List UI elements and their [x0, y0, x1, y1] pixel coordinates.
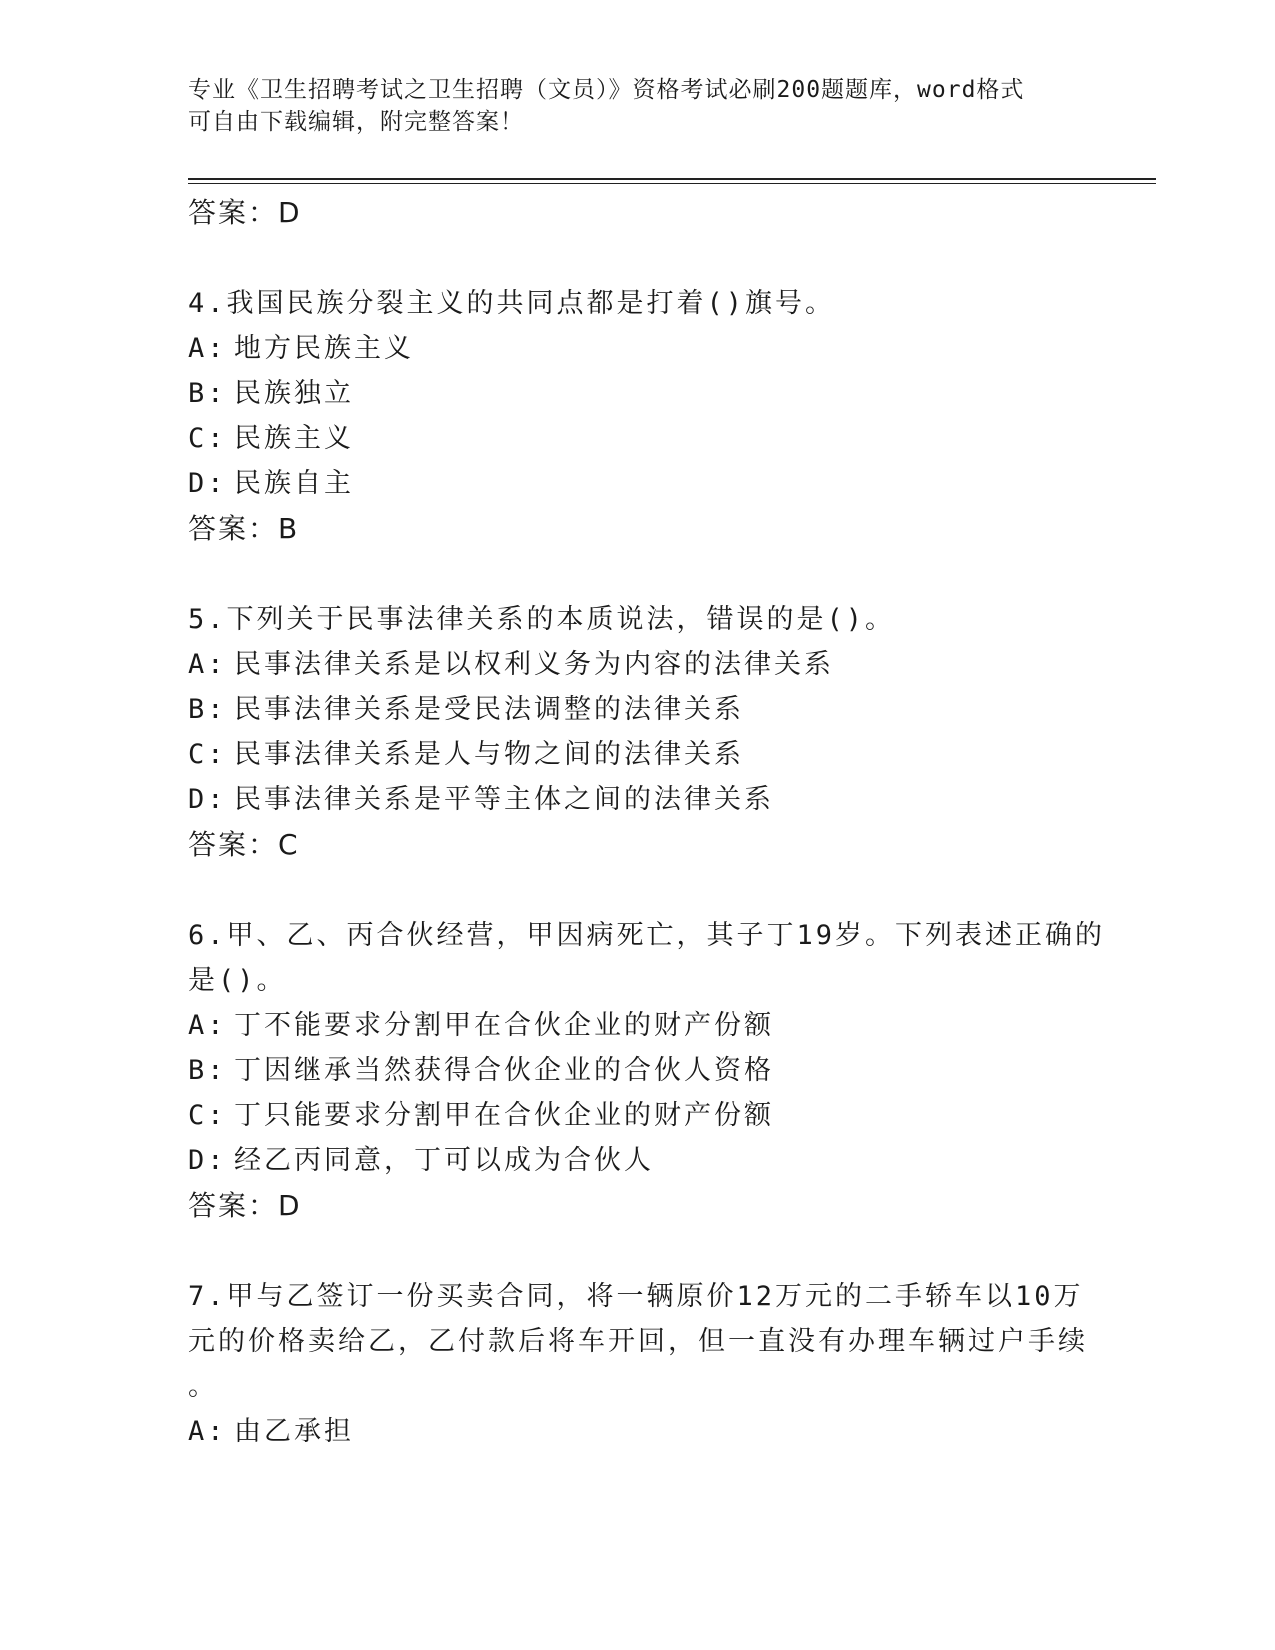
- option-text: 民族自主: [234, 468, 354, 499]
- option-letter: D:: [188, 468, 227, 499]
- question-item: [188, 913, 1106, 1229]
- option-letter: B:: [188, 694, 227, 725]
- option-letter: D:: [188, 784, 227, 815]
- header-divider-thin: [188, 183, 1156, 184]
- option-a: [188, 1409, 1088, 1454]
- option-c: [188, 1093, 1088, 1138]
- option-a: [188, 1003, 1088, 1048]
- option-text: 民事法律关系是平等主体之间的法律关系: [234, 784, 774, 815]
- option-text: 民族主义: [234, 423, 354, 454]
- spacer: [188, 1229, 1088, 1274]
- question-text: 是()。: [188, 965, 287, 996]
- option-c: [188, 416, 1088, 461]
- option-d: [188, 777, 1088, 822]
- question-list: [188, 190, 1106, 1454]
- option-text: 民事法律关系是受民法调整的法律关系: [234, 694, 744, 725]
- option-letter: A:: [188, 1416, 227, 1447]
- question-text: 4.我国民族分裂主义的共同点都是打着()旗号。: [188, 288, 836, 319]
- option-text: 由乙承担: [234, 1416, 354, 1447]
- option-b: [188, 687, 1088, 732]
- option-letter: C:: [188, 1100, 227, 1131]
- header-divider: [188, 178, 1156, 180]
- option-text: 民事法律关系是人与物之间的法律关系: [234, 739, 744, 770]
- question-text: 5.下列关于民事法律关系的本质说法，错误的是()。: [188, 604, 896, 635]
- question-item: [188, 597, 1088, 868]
- option-b: [188, 371, 1088, 416]
- option-a: [188, 326, 1088, 371]
- option-letter: A:: [188, 649, 227, 680]
- question-text: 。: [188, 1371, 218, 1402]
- option-letter: A:: [188, 333, 227, 364]
- option-text: 经乙丙同意，丁可以成为合伙人: [234, 1145, 654, 1176]
- question-text: 元的价格卖给乙，乙付款后将车开回，但一直没有办理车辆过户手续: [188, 1326, 1088, 1357]
- option-a: [188, 642, 1088, 687]
- question-item: [188, 281, 1088, 552]
- option-d: [188, 1138, 1088, 1183]
- question-text: 7.甲与乙签订一份买卖合同，将一辆原价12万元的二手轿车以10万: [188, 1281, 1084, 1312]
- question-item: [188, 1274, 1088, 1454]
- header-line-1: 专业《卫生招聘考试之卫生招聘（文员）》资格考试必刷200题题库，word格式: [188, 77, 1025, 103]
- option-text: 丁不能要求分割甲在合伙企业的财产份额: [234, 1010, 774, 1041]
- option-letter: D:: [188, 1145, 227, 1176]
- option-letter: C:: [188, 423, 227, 454]
- answer-line: 答案：B: [188, 512, 300, 545]
- option-c: [188, 732, 1088, 777]
- option-text: 丁只能要求分割甲在合伙企业的财产份额: [234, 1100, 774, 1131]
- answer-line: 答案：C: [188, 828, 300, 861]
- spacer: [188, 868, 1088, 913]
- option-letter: C:: [188, 739, 227, 770]
- option-d: [188, 461, 1088, 506]
- option-text: 地方民族主义: [234, 333, 414, 364]
- option-letter: A:: [188, 1010, 227, 1041]
- spacer: [188, 236, 1088, 281]
- option-text: 丁因继承当然获得合伙企业的合伙人资格: [234, 1055, 774, 1086]
- option-letter: B:: [188, 1055, 227, 1086]
- document-header: [188, 74, 1088, 138]
- spacer: [188, 552, 1088, 597]
- header-line-2: 可自由下载编辑，附完整答案！: [188, 109, 524, 135]
- option-text: 民事法律关系是以权利义务为内容的法律关系: [234, 649, 834, 680]
- option-text: 民族独立: [234, 378, 354, 409]
- option-letter: B:: [188, 378, 227, 409]
- option-b: [188, 1048, 1088, 1093]
- answer-line: 答案：D: [188, 196, 302, 229]
- answer-line: 答案：D: [188, 1189, 302, 1222]
- question-text: 6.甲、乙、丙合伙经营，甲因病死亡，其子丁19岁。下列表述正确的: [188, 920, 1106, 951]
